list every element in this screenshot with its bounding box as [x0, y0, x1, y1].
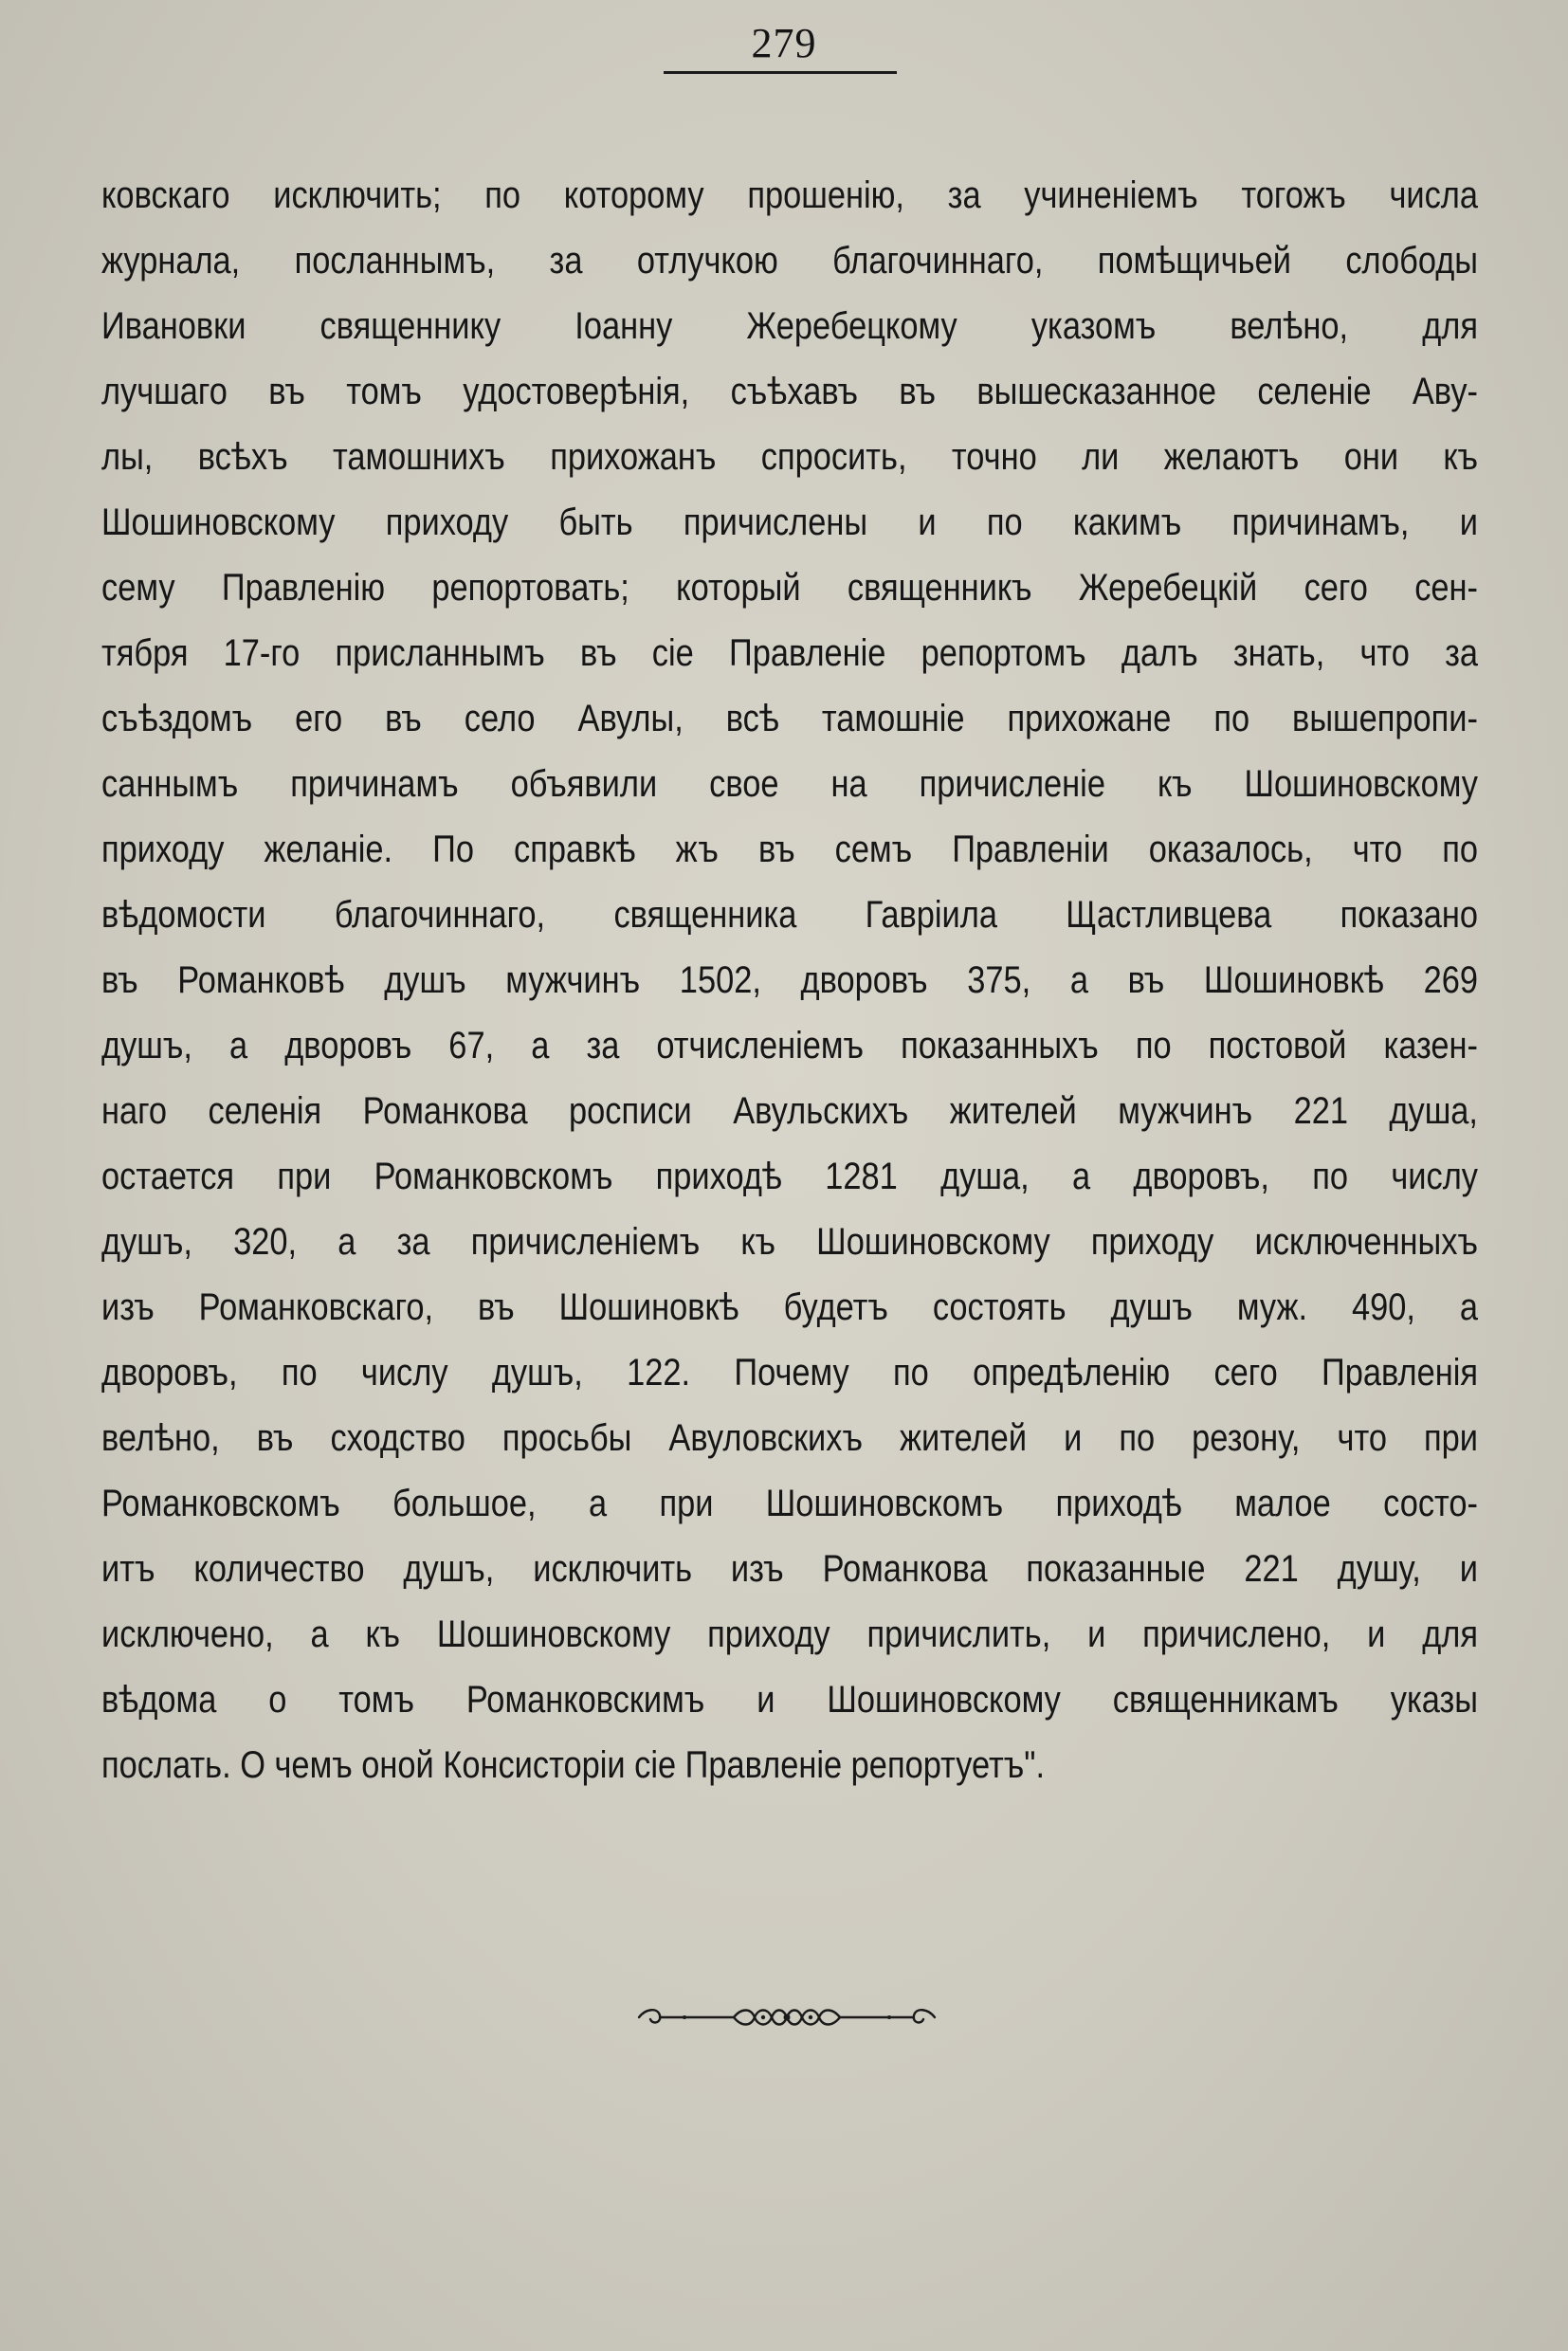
text-line: сему Правленію репортовать; который священникъ Жеребецкій сего сен- [101, 567, 1478, 609]
text-line: тября 17-го присланнымъ въ сіе Правленіе репортомъ далъ знать, что за [101, 632, 1478, 674]
text-line: ковскаго исключить; по которому прошенію, за учиненіемъ тогожъ числа [101, 174, 1478, 216]
text-line: итъ количество душъ, исключить изъ Романкова показанные 221 душу, и [101, 1548, 1478, 1590]
text-line: саннымъ причинамъ объявили свое на причисленіе къ Шошиновскому [101, 763, 1478, 805]
text-line: съѣздомъ его въ село Авулы, всѣ тамошніе прихожане по вышепропи- [101, 698, 1478, 739]
text-line: душъ, 320, а за причисленіемъ къ Шошиновскому приходу исключенныхъ [101, 1221, 1478, 1263]
page-number: 279 [751, 20, 817, 66]
text-line: остается при Романковскомъ приходѣ 1281 душа, а дворовъ, по числу [101, 1156, 1478, 1197]
text-line: журнала, посланнымъ, за отлучкою благочиннаго, помѣщичьей слободы [101, 240, 1478, 282]
text-line: лы, всѣхъ тамошнихъ прихожанъ спросить, точно ли желаютъ они къ [101, 436, 1478, 478]
text-line: Шошиновскому приходу быть причислены и по какимъ причинамъ, и [101, 501, 1478, 543]
text-line: велѣно, въ сходство просьбы Авуловскихъ жителей и по резону, что при [101, 1417, 1478, 1459]
text-line: наго селенія Романкова росписи Авульскихъ жителей мужчинъ 221 душа, [101, 1090, 1478, 1132]
text-line: вѣдомости благочиннаго, священника Гавріила Щастливцева показано [101, 894, 1478, 936]
text-line: исключено, а къ Шошиновскому приходу причислить, и причислено, и для [101, 1613, 1478, 1655]
text-line: въ Романковѣ душъ мужчинъ 1502, дворовъ 375, а въ Шошиновкѣ 269 [101, 959, 1478, 1001]
text-line: приходу желаніе. По справкѣ жъ въ семъ Правленіи оказалось, что по [101, 829, 1478, 870]
text-line: послать. О чемъ оной Консисторіи сіе Правленіе репортуетъ". [101, 1744, 1046, 1786]
text-line: Романковскомъ большое, а при Шошиновскомъ приходѣ малое состо- [101, 1483, 1478, 1524]
text-line: дворовъ, по числу душъ, 122. Почему по опредѣленію сего Правленія [101, 1352, 1478, 1394]
text-line: вѣдома о томъ Романковскимъ и Шошиновскому священникамъ указы [101, 1679, 1478, 1721]
ornament-divider [628, 1998, 946, 2036]
text-line: Ивановки священнику Іоанну Жеребецкому указомъ велѣно, для [101, 305, 1478, 347]
text-line: изъ Романковскаго, въ Шошиновкѣ будетъ состоять душъ муж. 490, а [101, 1286, 1478, 1328]
text-line: душъ, а дворовъ 67, а за отчисленіемъ показанныхъ по постовой казен- [101, 1025, 1478, 1066]
text-line: лучшаго въ томъ удостоверѣнія, съѣхавъ въ вышесказанное селеніе Аву- [101, 371, 1478, 412]
body-text [101, 163, 1478, 1798]
page-number-rule [664, 71, 897, 74]
